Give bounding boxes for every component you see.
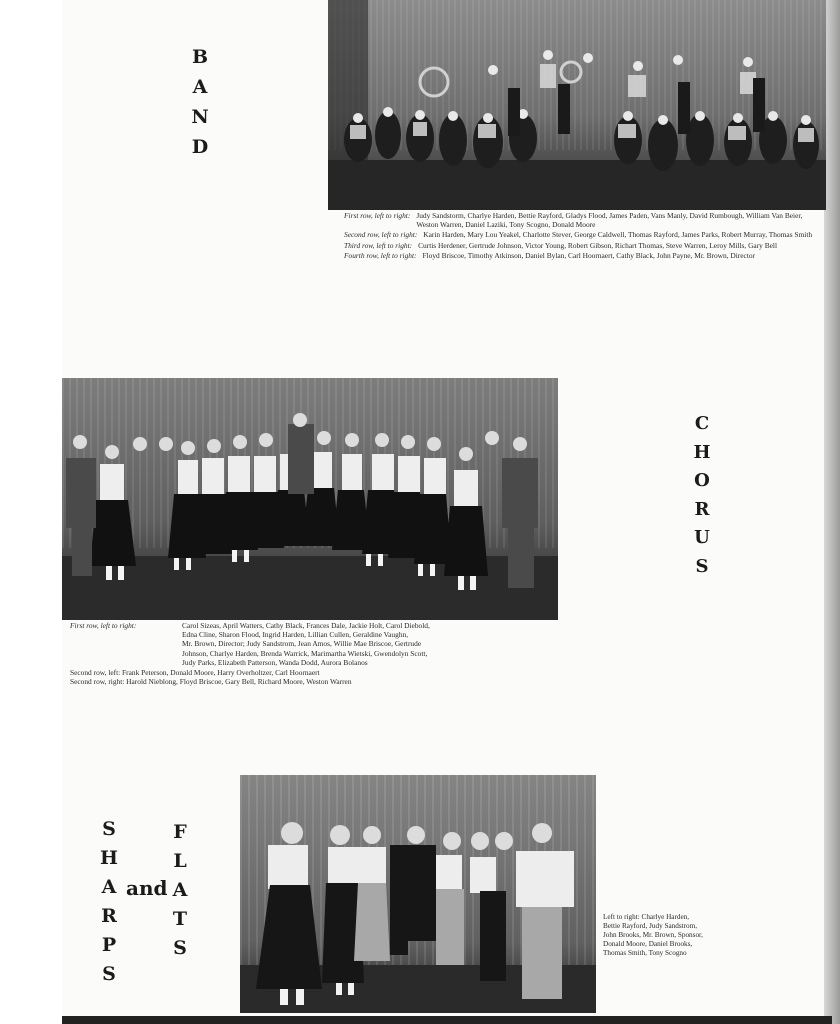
caption-row-label: First row, left to right: (344, 211, 411, 220)
sharps-title-letter: S (102, 818, 116, 840)
chorus-photo (62, 378, 558, 620)
band-caption-row (344, 241, 814, 250)
chorus-title-letter: S (695, 555, 709, 577)
sharps-title-letter: P (101, 934, 117, 956)
chorus-caption-first-row (70, 621, 550, 667)
flats-title-letter: T (172, 908, 188, 930)
sharps-and-word: and (126, 876, 168, 900)
caption-row-label: First row, left to right: (70, 621, 137, 630)
page-edge-shadow (824, 0, 840, 1024)
sharps-title-letter: S (102, 963, 116, 985)
chorus-title (690, 410, 714, 581)
caption-row-label: Third row, left to right: (344, 240, 413, 250)
sharps-flats-caption (603, 913, 773, 958)
caption-row-names: Karin Harden, Mary Lou Yeakel, Charlotte Stever, George Caldwell, Thomas Rayford, James Parks, Robert Murray, Thomas Smith (423, 230, 813, 240)
caption-line: Johnson, Charlye Harden, Brenda Warrick, Marimartha Wietski, Gwendolyn Scott, (182, 648, 428, 658)
chorus-caption-second-left: Second row, left: Frank Peterson, Donald Moore, Harry Overholtzer, Carl Hoornaert (70, 668, 320, 678)
caption-line: Left to right: Charlye Harden, (603, 913, 690, 921)
caption-line: John Brooks, Mr. Brown, Sponsor, (603, 931, 703, 939)
band-title-letter: B (191, 46, 209, 68)
caption-row-label: Second row, left to right: (344, 230, 418, 240)
band-title-letter: D (191, 136, 209, 158)
sharps-title-letter: R (101, 905, 117, 927)
flats-title (168, 818, 192, 963)
flats-title-letter: L (173, 850, 187, 872)
chorus-title-letter: U (694, 527, 710, 548)
caption-line: Mr. Brown, Director; Judy Sandstrom, Jean Amos, Willie Mae Briscoe, Gertrude (182, 639, 422, 649)
sharps-title-letter: H (100, 847, 118, 869)
caption-line: Thomas Smith, Tony Scogno (603, 949, 687, 957)
caption-line: Donald Moore, Daniel Brooks, (603, 940, 693, 948)
band-caption-row (344, 251, 814, 260)
page-bottom-edge (62, 1016, 832, 1024)
band-title-letter: A (192, 76, 208, 98)
caption-row-names: Judy Sandstorm, Charlye Harden, Bettie Rayford, Gladys Flood, James Paden, Vans Manly, David Rumbough, William Van Beier, Weston Warren, Daniel Laziki, Tony Scogno, Donald Moore (416, 211, 803, 230)
chorus-caption-second-right: Second row, right: Harold Nieblong, Floyd Briscoe, Gary Bell, Richard Moore, Weston Warren (70, 677, 352, 687)
band-title-letter: N (191, 106, 209, 128)
chorus-caption (70, 621, 550, 686)
caption-line: Bettie Rayford, Judy Sandstrom, (603, 922, 698, 930)
caption-row-names: Floyd Briscoe, Timothy Atkinson, Daniel Bylan, Carl Hoornaert, Cathy Black, John Payne, Mr. Brown, Director (422, 250, 756, 260)
flats-title-letter: S (173, 937, 187, 959)
flats-title-letter: A (172, 879, 188, 901)
flats-title-letter: F (173, 821, 187, 843)
band-title (188, 42, 212, 162)
caption-row-names (182, 621, 550, 667)
sharps-title-letter: A (101, 876, 117, 898)
band-caption-row (344, 230, 814, 239)
caption-line: Edna Cline, Sharon Flood, Ingrid Harden, Lillian Cullen, Geraldine Vaughn, (182, 630, 409, 640)
caption-row-names: Curtis Herdener, Gertrude Johnson, Victor Young, Robert Gibson, Richart Thomas, Steve Warren, Leroy Mills, Gary Bell (418, 240, 778, 250)
chorus-title-letter: H (693, 441, 711, 463)
caption-line: Carol Sizeas, April Watters, Cathy Black, Frances Dale, Jackie Holt, Carol Diebold, (182, 621, 430, 630)
band-caption-row (344, 211, 814, 229)
band-caption (344, 211, 814, 260)
caption-line: Judy Parks, Elizabeth Patterson, Wanda Dodd, Aurora Bolanos (182, 657, 368, 667)
band-photo (328, 0, 826, 210)
chorus-title-letter: R (694, 498, 710, 520)
chorus-title-letter: C (694, 413, 710, 434)
caption-row-label: Fourth row, left to right: (344, 250, 417, 260)
sharps-title (96, 815, 122, 989)
chorus-title-letter: O (694, 470, 710, 491)
sharps-flats-photo (240, 775, 596, 1013)
